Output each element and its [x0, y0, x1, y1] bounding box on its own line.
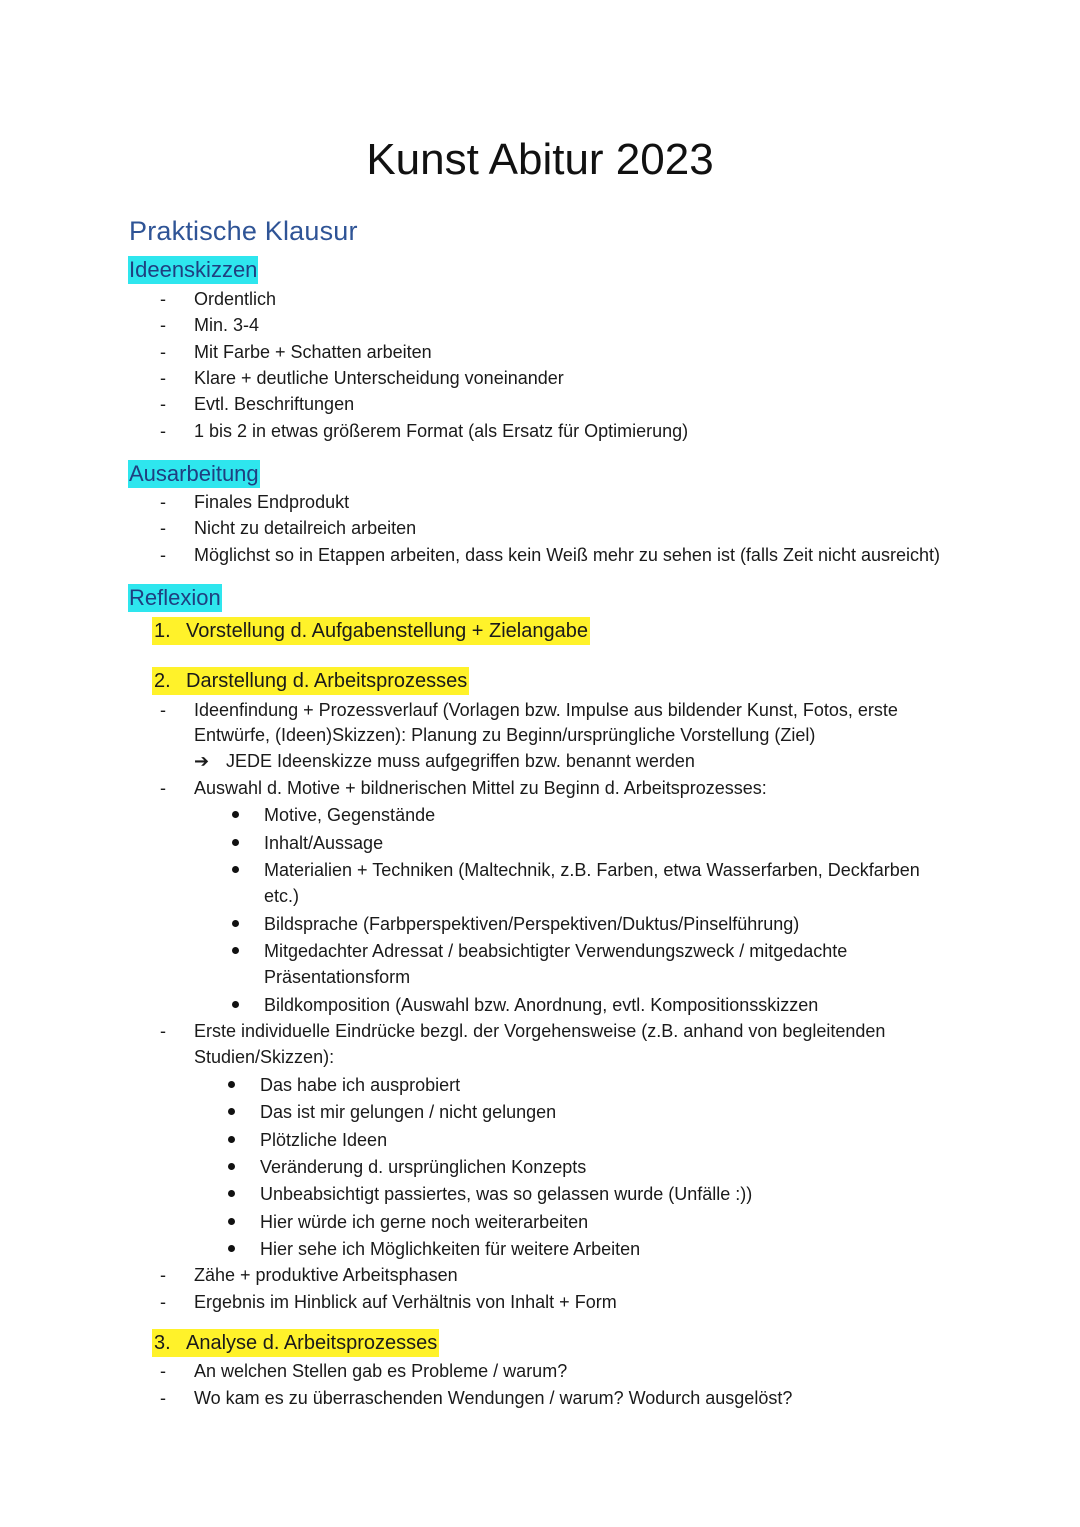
arrow-note: JEDE Ideenskizze muss aufgegriffen bzw. benannt werden [226, 751, 695, 771]
heading-number: 3. [154, 1332, 171, 1354]
subtitle: Praktische Klausur [129, 216, 358, 246]
heading-label: Vorstellung d. Aufgabenstellung + Zielangabe [186, 620, 588, 642]
dash-bullet: - [160, 700, 166, 720]
heading-number: 2. [154, 670, 171, 692]
dash-bullet: - [160, 1292, 166, 1312]
list-item: An welchen Stellen gab es Probleme / warum? [194, 1361, 568, 1381]
bullet-dot [232, 811, 239, 818]
sub-list-item: Plötzliche Ideen [260, 1130, 388, 1150]
dash-bullet: - [160, 492, 166, 512]
list-item: Zähe + produktive Arbeitsphasen [194, 1265, 458, 1285]
numbered-heading-2 [152, 667, 469, 695]
list-item-line: Ideenfindung + Prozessverlauf (Vorlagen bzw. Impulse aus bildender Kunst, Fotos, erste [194, 700, 898, 720]
dash-bullet: - [160, 394, 166, 414]
dash-bullet: - [160, 1388, 166, 1408]
list-item: Mit Farbe + Schatten arbeiten [194, 342, 432, 362]
dash-bullet: - [160, 1021, 166, 1041]
list-item-line: Erste individuelle Eindrücke bezgl. der Vorgehensweise (z.B. anhand von begleitenden [194, 1021, 886, 1041]
sub-list-item: Das habe ich ausprobiert [260, 1075, 461, 1095]
sub-list-item: Materialien + Techniken (Maltechnik, z.B. Farben, etwa Wasserfarben, Deckfarben [264, 860, 920, 880]
list-item: Nicht zu detailreich arbeiten [194, 518, 417, 538]
sub-list-item: Mitgedachter Adressat / beabsichtigter Verwendungszweck / mitgedachte [264, 941, 848, 961]
bullet-dot [232, 947, 239, 954]
list-item: Klare + deutliche Unterscheidung voneinander [194, 368, 564, 388]
bullet-dot [232, 866, 239, 873]
bullet-dot [228, 1081, 235, 1088]
dash-bullet: - [160, 421, 166, 441]
list-item: Evtl. Beschriftungen [194, 394, 355, 414]
bullet-dot [228, 1136, 235, 1143]
list-item: 1 bis 2 in etwas größerem Format (als Ersatz für Optimierung) [194, 421, 689, 441]
heading-number: 1. [154, 620, 171, 642]
bullet-dot [232, 1001, 239, 1008]
bullet-dot [232, 920, 239, 927]
dash-bullet: - [160, 518, 166, 538]
dash-bullet: - [160, 368, 166, 388]
sub-list-item: Bildsprache (Farbperspektiven/Perspektiven/Duktus/Pinselführung) [264, 914, 800, 934]
dash-bullet: - [160, 545, 166, 565]
sub-list-item: Hier würde ich gerne noch weiterarbeiten [260, 1212, 589, 1232]
bullet-dot [228, 1108, 235, 1115]
list-item: Finales Endprodukt [194, 492, 350, 512]
list-item-line: Entwürfe, (Ideen)Skizzen): Planung zu Beginn/ursprüngliche Vorstellung (Ziel) [194, 725, 816, 745]
list-item: Ergebnis im Hinblick auf Verhältnis von Inhalt + Form [194, 1292, 617, 1312]
sub-list-item: Bildkomposition (Auswahl bzw. Anordnung, evtl. Kompositionsskizzen [264, 995, 819, 1015]
bullet-dot [228, 1163, 235, 1170]
dash-bullet: - [160, 1265, 166, 1285]
numbered-heading-1 [152, 617, 590, 645]
dash-bullet: - [160, 342, 166, 362]
sub-list-item: Hier sehe ich Möglichkeiten für weitere Arbeiten [260, 1239, 641, 1259]
list-item: Ordentlich [194, 289, 277, 309]
sub-list-item-line: Präsentationsform [264, 967, 411, 987]
dash-bullet: - [160, 778, 166, 798]
sub-list-item: Inhalt/Aussage [264, 833, 384, 853]
list-item: Wo kam es zu überraschenden Wendungen / warum? Wodurch ausgelöst? [194, 1388, 793, 1408]
bullet-dot [228, 1190, 235, 1197]
dash-bullet: - [160, 1361, 166, 1381]
sub-list-item: Unbeabsichtigt passiertes, was so gelassen wurde (Unfälle :)) [260, 1184, 753, 1204]
sub-list-item: Das ist mir gelungen / nicht gelungen [260, 1102, 557, 1122]
list-item-line: Studien/Skizzen): [194, 1047, 335, 1067]
sub-list-item: Motive, Gegenstände [264, 805, 436, 825]
list-item: Möglichst so in Etappen arbeiten, dass kein Weiß mehr zu sehen ist (falls Zeit nicht ausreicht) [194, 545, 941, 565]
section-heading-ausarbeitung: Ausarbeitung [129, 461, 259, 486]
bullet-dot [228, 1245, 235, 1252]
page-title: Kunst Abitur 2023 [366, 135, 714, 184]
bullet-dot [228, 1218, 235, 1225]
dash-bullet: - [160, 289, 166, 309]
sub-list-item-line: etc.) [264, 886, 300, 906]
section-heading-ideenskizzen: Ideenskizzen [129, 257, 258, 282]
bullet-dot [232, 839, 239, 846]
heading-label: Darstellung d. Arbeitsprozesses [186, 670, 468, 692]
sub-list-item: Veränderung d. ursprünglichen Konzepts [260, 1157, 587, 1177]
list-item-line: Auswahl d. Motive + bildnerischen Mittel zu Beginn d. Arbeitsprozesses: [194, 778, 767, 798]
arrow-right-icon: ➔ [194, 751, 210, 771]
dash-bullet: - [160, 315, 166, 335]
numbered-heading-3 [152, 1329, 439, 1357]
list-item: Min. 3-4 [194, 315, 260, 335]
section-heading-reflexion: Reflexion [129, 585, 221, 610]
heading-label: Analyse d. Arbeitsprozesses [186, 1332, 438, 1354]
